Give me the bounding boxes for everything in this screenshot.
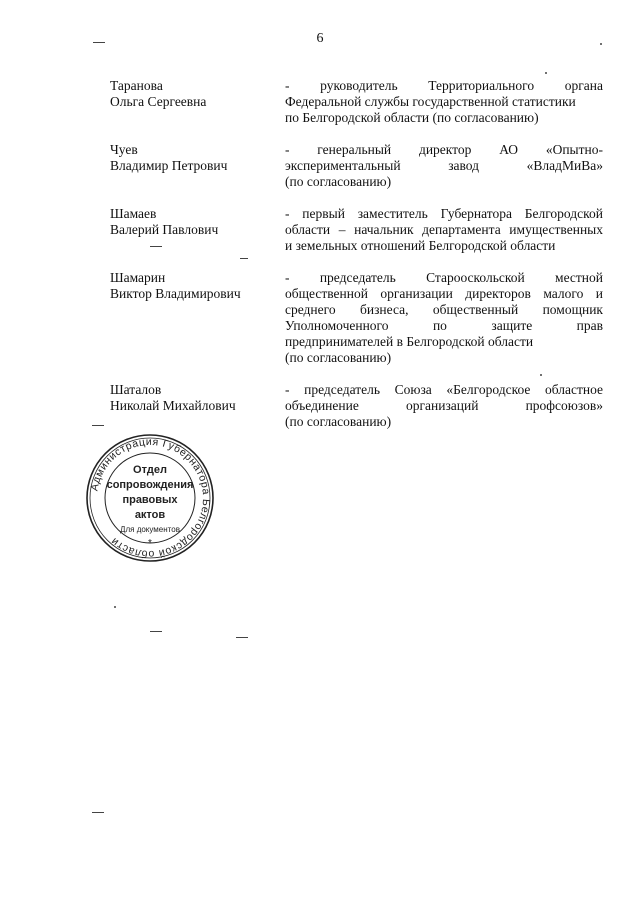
- svg-text:*: *: [148, 538, 152, 549]
- scan-mark: [92, 812, 104, 813]
- scan-dot: [114, 606, 116, 608]
- member-name: Шаталов Николай Михайлович: [110, 382, 236, 413]
- member-name: Чуев Владимир Петрович: [110, 142, 228, 173]
- stamp-seal-icon: [85, 433, 215, 563]
- page-number: 6: [316, 31, 324, 46]
- scan-mark: [93, 42, 105, 43]
- official-stamp: [85, 433, 215, 563]
- scan-mark: [236, 637, 248, 638]
- member-role: - председатель Союза «Белгородское областное объединение организаций профсоюзов» (по согласованию): [285, 382, 603, 429]
- svg-text:Отдел: Отдел: [133, 464, 167, 476]
- svg-text:сопровождения: сопровождения: [106, 479, 194, 491]
- svg-text:правовых: правовых: [122, 494, 178, 506]
- scan-mark: [92, 425, 104, 426]
- scan-dot: [540, 374, 542, 376]
- scan-mark: [150, 631, 162, 632]
- svg-text:актов: актов: [134, 509, 166, 521]
- member-name: Таранова Ольга Сергеевна: [110, 78, 207, 109]
- scan-dot: [600, 43, 602, 45]
- member-role: - руководитель Территориального органа Федеральной службы государственной статистики по Белгородской области (по согласованию): [285, 78, 603, 125]
- scan-mark: [240, 258, 248, 259]
- member-role: - генеральный директор АО «Опытно- экспериментальный завод «ВладМиВа» (по согласованию): [285, 142, 603, 189]
- scan-dot: [545, 72, 547, 74]
- member-role: - председатель Старооскольской местной общественной организации директоров малого и среднего бизнеса, общественный помощник Уполномоченного по защите прав предпринимателей в Белгородской области (по согласованию): [285, 270, 603, 365]
- member-role: - первый заместитель Губернатора Белгородской области – начальник департамента имущественных и земельных отношений Белгородской области: [285, 206, 603, 253]
- svg-text:Администрация Губернатора Белг: Администрация Губернатора Белгородской области: [88, 435, 213, 561]
- svg-text:Для документов: Для документов: [120, 525, 180, 534]
- member-name: Шамаев Валерий Павлович: [110, 206, 219, 237]
- member-name: Шамарин Виктор Владимирович: [110, 270, 241, 301]
- scan-mark: [150, 246, 162, 247]
